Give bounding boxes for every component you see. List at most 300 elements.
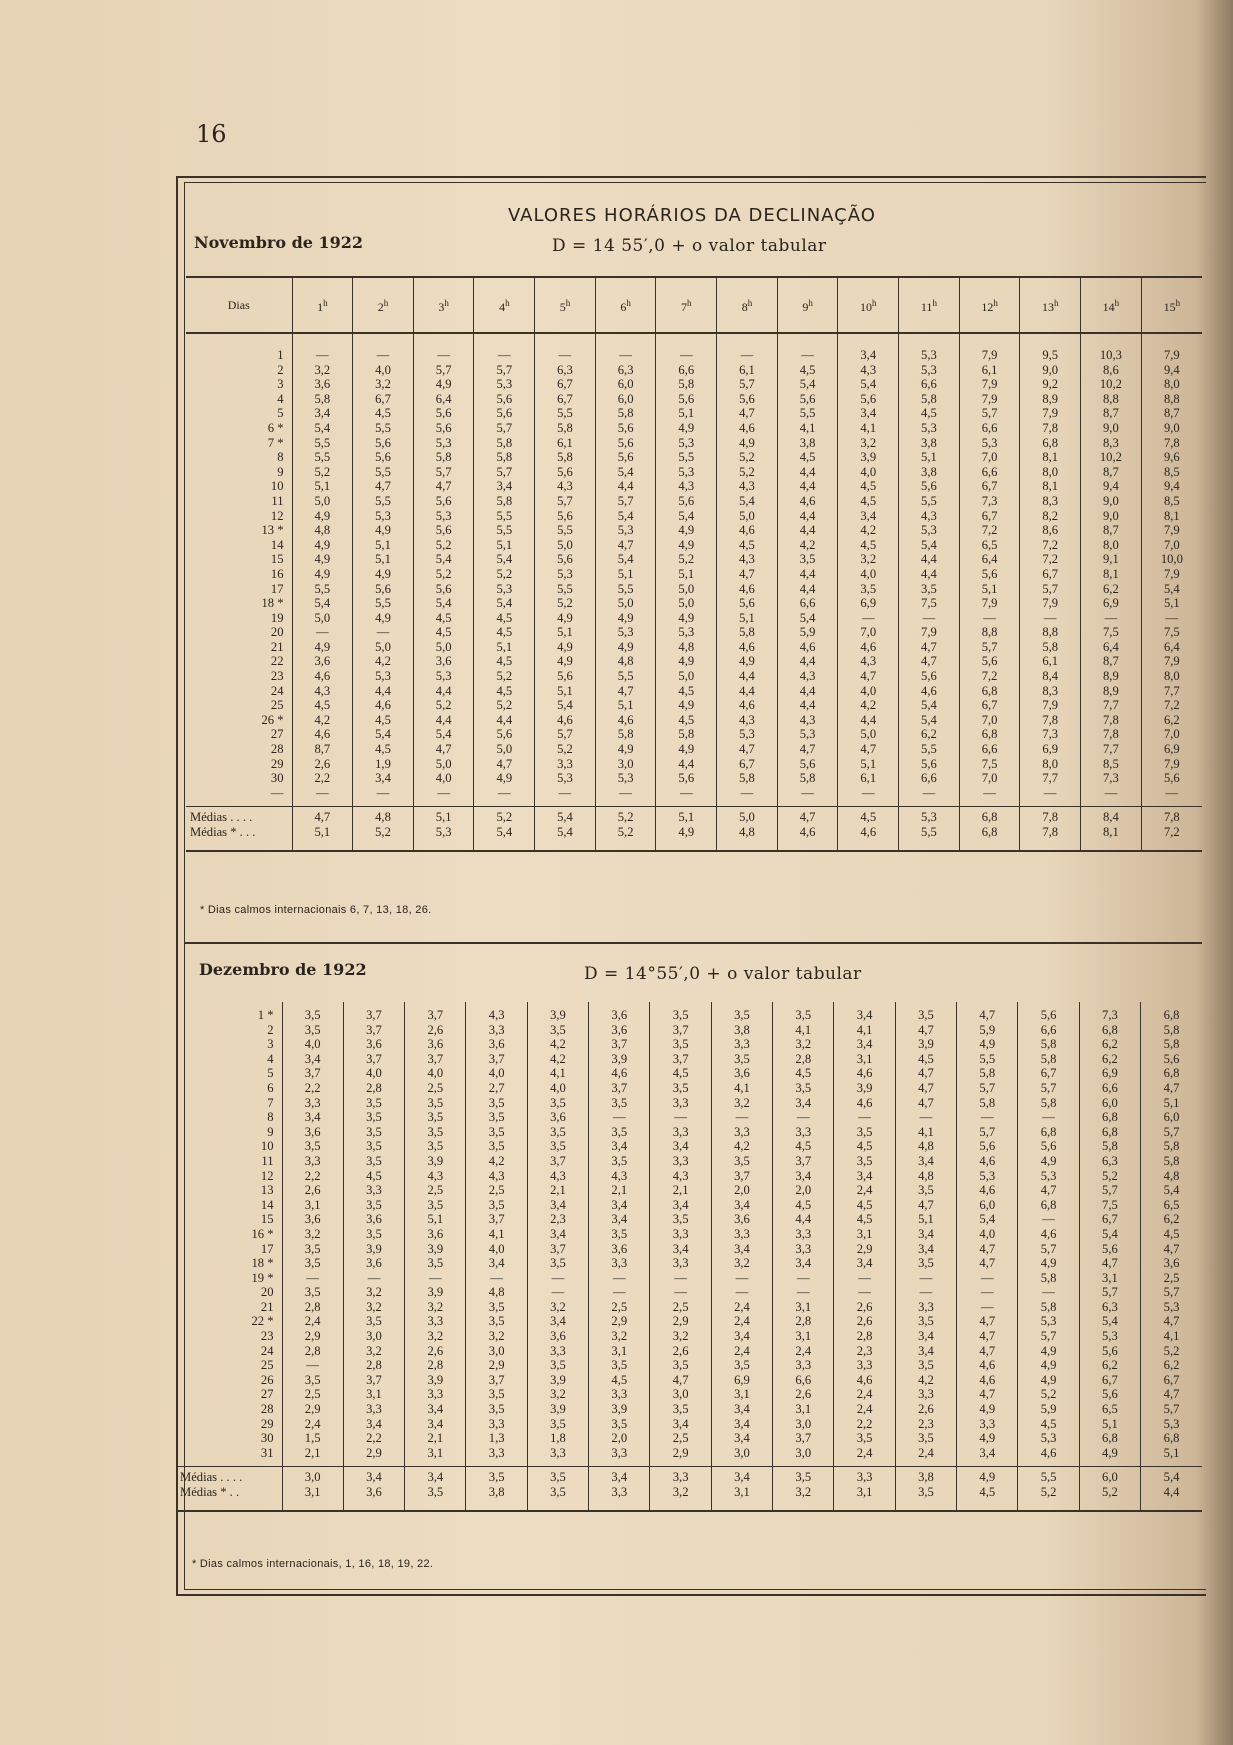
table-cell-value: 5,6 [1102,1387,1118,1402]
table-cell-value: 6,6 [795,1372,812,1387]
table-cell-value: 5,6 [1163,1051,1180,1066]
table-cell-value: 4,7 [979,1387,996,1402]
table-cell-value: 4,9 [678,825,695,839]
table-cell-value: 5,8 [1040,1037,1057,1052]
table-cell-value: 3,5 [550,1095,566,1110]
table-cell-value: 5,6 [617,450,634,465]
table-cell-value: 3,6 [611,1241,628,1256]
table-cell-value: 5,6 [921,669,937,684]
table-cell-value: 5,3 [678,435,695,450]
table-cell-value: 4,7 [314,810,331,825]
table-cell-value: 4,7 [1163,1241,1180,1256]
table-cell-value: 6,9 [734,1372,750,1387]
table-cell-value: 3,4 [856,1168,873,1183]
table-cell-value: 4,5 [918,1051,934,1066]
table-cell-value: 3,4 [550,1314,566,1329]
table-cell-value: 17 [260,1241,274,1256]
table-cell-value: 8,1 [1103,825,1119,839]
table-cell-value: — [376,348,390,362]
table-cell-value: 3,5 [304,1285,321,1300]
table-cell-value: 3,5 [611,1226,628,1241]
table-cell-value: 8,0 [1163,377,1180,392]
table-cell-value: 3,5 [672,1080,689,1095]
table-cell-value: 3,5 [427,1095,444,1110]
table-cell-value: — [1165,785,1179,800]
table-cell-value: 2,5 [1163,1270,1180,1285]
table-cell-value: 5,8 [557,420,573,435]
dec-hour-column [1079,1002,1140,1467]
table-cell-value: 6,0 [617,377,634,392]
table-cell-value: 5,7 [981,406,998,421]
nov-hour-header: 6$^h$ [595,277,656,333]
table-cell-value: 24 [270,683,284,698]
table-cell-value: 8,6 [1042,523,1059,538]
table-cell-value: 6,3 [1102,1299,1118,1314]
table-cell-value: 4,4 [617,479,634,494]
table-cell-value: 30 [270,771,284,786]
table-cell-value: 5,4 [739,493,755,508]
table-cell-value: 4,9 [617,742,634,757]
table-cell-value: 7,2 [1042,552,1059,567]
table-cell-value: 4,7 [435,742,452,757]
nov-hour-header: 10$^h$ [838,277,899,333]
table-cell-value: 3,7 [427,1051,444,1066]
table-cell-value: 3,5 [488,1124,505,1139]
table-cell-value: 5,2 [435,566,452,581]
table-cell-value: 1 [277,348,284,362]
table-cell-value: 7,9 [1163,348,1180,362]
table-cell-value: 4,3 [611,1168,628,1183]
table-cell-value: 3,6 [550,1329,566,1344]
table-cell-value: 4,3 [672,1168,689,1183]
table-cell-value: 6,1 [981,362,998,377]
table-cell-value: 3,8 [921,435,937,450]
table-cell-value: 5,5 [314,450,331,465]
table-cell-value: 4,8 [918,1139,934,1154]
table-cell-value: 3,7 [795,1431,812,1446]
table-cell-value: 7,8 [1163,810,1180,825]
table-cell-value: 3,5 [672,1358,689,1373]
table-cell-value: 4,5 [435,610,452,625]
table-cell-value: 5,6 [496,406,513,421]
table-cell-value: 3 [267,1037,274,1052]
table-cell-value: 3,5 [366,1124,382,1139]
table-cell-value: 3,4 [366,1470,382,1485]
table-cell-value: 3,5 [550,1416,566,1431]
nov-hour-column [838,333,899,807]
table-cell-value: 2,2 [304,1168,321,1183]
table-cell-value: 6,6 [921,377,937,392]
table-cell-value: 8,7 [1163,406,1180,421]
table-cell-value: 3,4 [366,1416,382,1431]
table-cell-value: 5,6 [375,581,391,596]
table-cell-value: 6,6 [1040,1022,1057,1037]
table-cell-value: 4,7 [617,683,634,698]
table-cell-value: 2,8 [795,1051,812,1066]
table-cell-value: 2,4 [304,1314,321,1329]
table-cell-value: 5,4 [617,508,634,523]
table-cell-value: 5,8 [557,450,573,465]
table-cell-value: 4,4 [799,508,816,523]
table-cell-value: 4,2 [550,1037,566,1052]
table-cell-value: — [919,1270,933,1285]
table-cell-value: 4,6 [799,639,816,654]
table-cell-value: 3,5 [799,552,816,567]
table-cell-value: 4,2 [860,698,877,713]
table-cell-value: 2,4 [856,1402,873,1417]
table-cell-value: 3,4 [611,1212,628,1227]
nov-hour-header: 8$^h$ [717,277,778,333]
table-cell-value: 4,2 [860,523,877,538]
nov-hour-header: 14$^h$ [1081,277,1142,333]
table-cell-value: 6,8 [1102,1110,1118,1125]
table-cell-value: 2,5 [488,1183,505,1198]
table-cell-value: 4,7 [918,1080,934,1095]
table-cell-value: Médias . . . . [190,810,253,825]
table-cell-value: 5,9 [799,625,816,640]
table-cell-value: 3,9 [427,1285,444,1300]
table-cell-value: 4,0 [488,1066,505,1081]
table-cell-value: 3,3 [427,1387,444,1402]
table-cell-value: 6,8 [1163,1431,1180,1446]
table-cell-value: — [316,625,329,640]
table-cell-value: 5,8 [739,625,755,640]
table-cell-value: 5,5 [496,508,513,523]
table-cell-value: — [558,785,572,800]
table-cell-value: 2,1 [611,1183,628,1198]
table-cell-value: 3,5 [550,1470,566,1485]
table-cell-value: 3,3 [918,1387,934,1402]
table-cell-value: 3,0 [672,1387,689,1402]
table-cell-value: 4,4 [739,683,755,698]
table-cell-value: 4,4 [799,523,816,538]
table-cell-value: 9,0 [1163,420,1180,435]
table-cell-value: 3,5 [304,1139,321,1154]
table-cell-value: 12 [270,508,284,523]
table-cell-value: 3,4 [734,1470,750,1485]
table-cell-value: 2,8 [795,1314,812,1329]
table-cell-value: 3,5 [488,1314,505,1329]
table-cell-value: 3,3 [672,1124,689,1139]
table-cell-value: — [316,785,329,800]
nov-hour-header: 15$^h$ [1141,277,1202,333]
table-cell-value: 3,6 [611,1022,628,1037]
table-cell-value: 7,0 [981,450,998,465]
table-cell-value: 3,9 [860,450,877,465]
table-cell-value: 4,9 [557,654,573,669]
table-cell-value: 4,6 [979,1153,996,1168]
nov-mean-cell [292,807,353,851]
table-cell-value: 3,7 [795,1153,812,1168]
table-cell-value: 27 [260,1387,274,1402]
table-cell-value: 4,1 [856,1022,873,1037]
nov-mean-cell [777,807,838,851]
table-cell-value: 4,4 [921,552,937,567]
table-cell-value: 7,9 [981,348,998,362]
table-cell-value: 2,5 [427,1080,444,1095]
table-cell-value: 4,7 [979,1008,996,1022]
table-cell-value: 3,4 [860,348,877,362]
table-cell-value: 4,0 [427,1066,444,1081]
table-cell-value: 5,8 [921,391,937,406]
dec-mean-cell [650,1467,711,1511]
table-cell-value: 3,1 [856,1051,873,1066]
table-cell-value: 5,1 [496,537,513,552]
table-cell-value: 3,5 [795,1008,812,1022]
table-cell-value: 4,4 [739,669,755,684]
table-cell-value: 6,1 [557,435,573,450]
table-cell-value: 3,3 [304,1153,321,1168]
table-cell-value: 5,7 [981,639,998,654]
table-cell-value: 4,7 [918,1197,934,1212]
table-cell-value: 3,5 [427,1110,444,1125]
table-cell-value: 5,8 [1040,1270,1057,1285]
table-cell-value: 6,7 [981,698,998,713]
table-cell-value: 4,5 [860,810,877,825]
table-cell-value: 7,2 [981,669,998,684]
table-cell-value: 3,5 [366,1314,382,1329]
table-cell-value: — [674,1270,687,1285]
table-cell-value: 6,6 [981,464,998,479]
table-cell-value: 6,2 [1102,1051,1118,1066]
table-cell-value: 3,5 [795,1080,812,1095]
table-cell-value: 6,2 [1163,712,1180,727]
dec-mean-cell [466,1467,527,1511]
table-cell-value: 29 [260,1416,274,1431]
table-cell-value: 4,0 [375,362,391,377]
table-cell-value: 3,4 [734,1197,750,1212]
table-cell-value: — [619,348,632,362]
table-cell-value: 8,7 [1103,406,1119,421]
table-cell-value: 7,7 [1103,698,1119,713]
table-cell-value: 3,3 [734,1226,750,1241]
table-cell-value: 4,5 [678,683,695,698]
table-cell-value: 5,2 [496,810,513,825]
table-cell-value: 7,9 [1163,566,1180,581]
table-cell-value: 5,1 [557,625,573,640]
table-cell-value: 2,9 [304,1329,321,1344]
table-cell-value: 14 [270,537,284,552]
table-cell-value: 2,9 [304,1402,321,1417]
table-cell-value: 3,3 [488,1416,505,1431]
table-cell-value: 5,1 [557,683,573,698]
table-cell-value: 5,4 [496,552,513,567]
table-cell-value: — [1104,785,1118,800]
table-cell-value: 3,8 [799,435,816,450]
table-cell-value: 3,5 [488,1110,505,1125]
table-cell-value: 4,4 [860,712,877,727]
table-cell-value: 6,3 [617,362,634,377]
nov-mean-cell [899,807,960,851]
table-cell-value: 5,3 [1163,1416,1180,1431]
table-cell-value: 19 [270,610,284,625]
table-cell-value: 7,7 [1042,771,1059,786]
hour-unit: h [444,297,449,308]
table-cell-value: 5,6 [1040,1008,1057,1022]
table-cell-value: 25 [260,1358,274,1373]
table-cell-value: 4,5 [496,625,513,640]
table-cell-value: 7,9 [1163,654,1180,669]
table-cell-value: — [1042,1285,1055,1300]
table-cell-value: 8,9 [1103,669,1119,684]
table-cell-value: 4,5 [314,698,331,713]
table-cell-value: 3 [277,377,284,392]
table-cell-value: 2,6 [795,1387,812,1402]
table-cell-value: 4,8 [488,1285,505,1300]
table-cell-value: 4,5 [1163,1226,1180,1241]
table-cell-value: 6,6 [921,771,937,786]
table-cell-value: 3,2 [314,362,331,377]
table-cell-value: 3,4 [734,1416,750,1431]
table-cell-value: 5,5 [375,493,391,508]
table-cell-value: 3,7 [550,1153,566,1168]
table-cell-value: — [801,348,814,362]
table-cell-value: 3,5 [550,1485,566,1499]
table-cell-value: 3,8 [921,464,937,479]
table-cell-value: 5,3 [435,435,452,450]
table-cell-value: 9,5 [1042,348,1059,362]
table-cell-value: 4,0 [550,1080,566,1095]
table-cell-value: 4,3 [488,1168,505,1183]
table-cell-value: 4,9 [1040,1372,1057,1387]
nov-values-row [186,333,1202,807]
table-cell-value: 2,9 [488,1358,505,1373]
dec-mean-cell [711,1467,772,1511]
table-cell-value: 3,9 [856,1080,873,1095]
table-cell-value: 5,5 [979,1051,996,1066]
table-cell-value: 5,6 [678,391,695,406]
table-cell-value: 5,1 [496,639,513,654]
table-cell-value: 5,2 [678,552,695,567]
table-cell-value: 4,5 [921,406,937,421]
table-cell-value: — [980,1285,994,1300]
table-cell-value: 7,9 [981,596,998,611]
table-cell-value: 4,6 [611,1066,628,1081]
table-cell-value: 5,8 [314,391,331,406]
table-cell-value: 4,5 [795,1139,812,1154]
table-cell-value: 3,5 [611,1358,628,1373]
table-cell-value: 4,6 [739,420,755,435]
table-cell-value: 14 [260,1197,274,1212]
table-cell-value: 3,1 [304,1485,321,1499]
dec-day-column [176,1002,282,1467]
table-cell-value: 7,8 [1042,420,1059,435]
table-cell-value: 5,6 [557,508,573,523]
table-cell-value: 5,7 [496,464,513,479]
table-cell-value: 3,1 [304,1197,321,1212]
table-cell-value: 5,1 [314,479,331,494]
table-cell-value: 2,6 [314,756,331,771]
table-cell-value: 6,2 [1102,1037,1118,1052]
table-cell-value: 4,9 [314,537,331,552]
table-cell-value: — [735,1110,749,1125]
table-cell-value: 3,6 [314,377,331,392]
dec-mean-cell [834,1467,895,1511]
table-cell-value: — [796,1110,810,1125]
table-cell-value: 4,3 [860,654,877,669]
table-cell-value: 3,5 [304,1008,321,1022]
table-cell-value: 4,4 [799,479,816,494]
table-cell-value: 3,4 [304,1110,321,1125]
table-cell-value: 4,1 [860,420,877,435]
table-cell-value: 3,5 [366,1095,382,1110]
table-cell-value: 5,3 [1163,1299,1180,1314]
table-cell-value: 5,3 [1040,1168,1057,1183]
table-cell-value: 3,5 [856,1124,873,1139]
table-cell-value: 5,1 [427,1212,444,1227]
table-cell-value: 5,7 [979,1124,996,1139]
table-cell-value: 8,1 [1163,508,1180,523]
nov-mean-cell [717,807,778,851]
table-cell-value: 2 [277,362,284,377]
table-cell-value: 3,2 [366,1285,382,1300]
table-cell-value: 3,3 [856,1470,873,1485]
table-cell-value: 4,5 [496,610,513,625]
table-cell-value: 4,0 [860,464,877,479]
table-cell-value: 6,2 [1102,1358,1118,1373]
table-cell-value: 5,7 [435,362,452,377]
table-cell-value: 6,9 [1103,596,1119,611]
table-cell-value: 3,6 [314,654,331,669]
table-cell-value: 6,9 [860,596,877,611]
table-cell-value: 4,5 [435,625,452,640]
table-cell-value: 4,1 [734,1080,750,1095]
table-cell-value: 4,5 [375,712,391,727]
table-cell-value: 3,5 [427,1124,444,1139]
table-cell-value: 3,6 [304,1212,321,1227]
table-cell-value: 4,3 [550,1168,566,1183]
table-cell-value: 3,4 [918,1226,934,1241]
table-cell-value: 4,9 [375,566,391,581]
table-cell-value: 5,7 [1102,1285,1118,1300]
table-cell-value: 3,4 [918,1153,934,1168]
table-cell-value: 3,3 [366,1402,382,1417]
table-cell-value: 4,5 [496,683,513,698]
table-cell-value: 4,6 [799,825,816,839]
table-cell-value: 5,7 [1163,1124,1180,1139]
table-cell-value: 5,1 [1163,1095,1180,1110]
table-cell-value: 3,4 [611,1197,628,1212]
table-cell-value: 7,9 [981,377,998,392]
table-cell-value: 3,3 [611,1445,628,1460]
table-cell-value: 2,1 [304,1445,321,1460]
table-cell-value: 3,7 [734,1168,750,1183]
table-cell-value: 8,2 [1042,508,1059,523]
table-cell-value: 20 [270,625,284,640]
table-cell-value: 3,4 [856,1256,873,1271]
table-cell-value: 2,9 [366,1445,382,1460]
table-cell-value: — [367,1270,381,1285]
table-cell-value: 4,3 [488,1008,505,1022]
table-cell-value: 5,2 [557,596,573,611]
table-cell-value: 5,2 [314,464,331,479]
table-cell-value: 5,4 [617,464,634,479]
table-cell-value: Médias * . . [180,1485,240,1499]
table-cell-value: 7,8 [1042,810,1059,825]
table-cell-value: 6,7 [981,479,998,494]
table-cell-value: 4,4 [799,581,816,596]
table-cell-value: 5,6 [799,391,816,406]
table-cell-value: 7,2 [1163,698,1180,713]
table-cell-value: 5,1 [314,825,331,839]
table-cell-value: 2,5 [427,1183,444,1198]
table-cell-value: 4,5 [375,742,391,757]
table-cell-value: 5,7 [1163,1402,1180,1417]
table-cell-value: 6,8 [981,683,998,698]
table-cell-value: 3,1 [1102,1270,1118,1285]
table-cell-value: 5,5 [314,581,331,596]
table-cell-value: 3,4 [856,1008,873,1022]
